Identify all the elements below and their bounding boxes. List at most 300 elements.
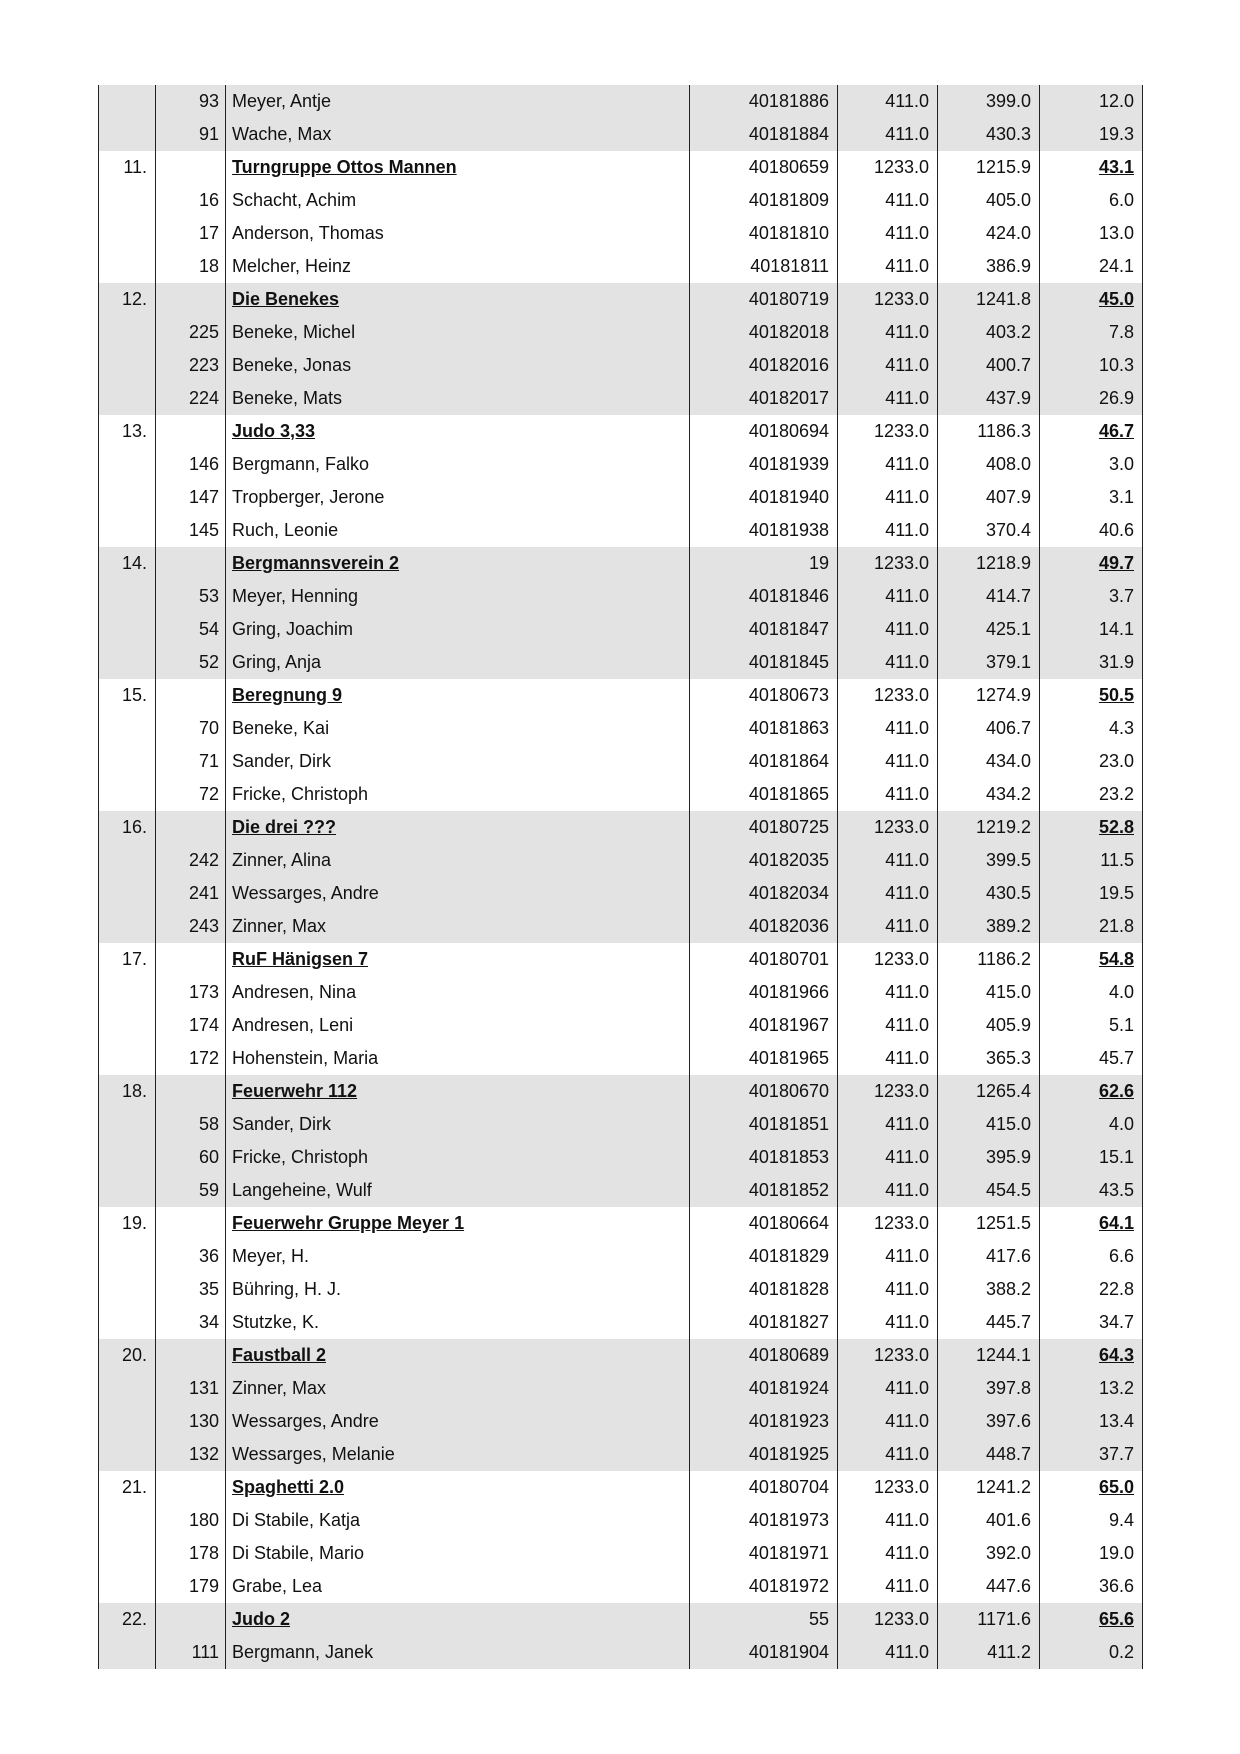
- actual-value-cell: 415.0: [938, 1108, 1040, 1141]
- member-row: [99, 976, 1143, 1009]
- difference-cell: 15.1: [1040, 1141, 1143, 1174]
- actual-value-cell: 401.6: [938, 1504, 1040, 1537]
- results-body: [99, 85, 1143, 1669]
- member-row: [99, 1009, 1143, 1042]
- actual-value-cell: 1186.2: [938, 943, 1040, 976]
- actual-value-cell: 414.7: [938, 580, 1040, 613]
- rank-cell: [99, 1636, 156, 1669]
- name-cell: Turngruppe Ottos Mannen: [226, 151, 690, 184]
- name-cell: Beneke, Kai: [226, 712, 690, 745]
- target-value-cell: 411.0: [838, 976, 938, 1009]
- name-cell: RuF Hänigsen 7: [226, 943, 690, 976]
- name-cell: Sander, Dirk: [226, 745, 690, 778]
- difference-cell: 37.7: [1040, 1438, 1143, 1471]
- start-number-cell: 54: [156, 613, 226, 646]
- member-row: [99, 646, 1143, 679]
- rank-cell: [99, 778, 156, 811]
- start-number-cell: [156, 811, 226, 844]
- difference-cell: 19.5: [1040, 877, 1143, 910]
- start-number-cell: [156, 283, 226, 316]
- member-row: [99, 1405, 1143, 1438]
- target-value-cell: 1233.0: [838, 415, 938, 448]
- member-row: [99, 1570, 1143, 1603]
- team-row: [99, 811, 1143, 844]
- difference-cell: 11.5: [1040, 844, 1143, 877]
- difference-cell: 6.0: [1040, 184, 1143, 217]
- results-table: [98, 85, 1143, 1669]
- name-cell: Spaghetti 2.0: [226, 1471, 690, 1504]
- name-cell: Feuerwehr Gruppe Meyer 1: [226, 1207, 690, 1240]
- difference-cell: 65.0: [1040, 1471, 1143, 1504]
- name-cell: Zinner, Max: [226, 910, 690, 943]
- start-number-cell: 242: [156, 844, 226, 877]
- difference-cell: 12.0: [1040, 85, 1143, 118]
- difference-cell: 3.0: [1040, 448, 1143, 481]
- difference-cell: 3.1: [1040, 481, 1143, 514]
- difference-cell: 13.4: [1040, 1405, 1143, 1438]
- team-row: [99, 1339, 1143, 1372]
- member-row: [99, 745, 1143, 778]
- start-number-cell: 35: [156, 1273, 226, 1306]
- actual-value-cell: 370.4: [938, 514, 1040, 547]
- start-number-cell: 70: [156, 712, 226, 745]
- rank-cell: [99, 184, 156, 217]
- id-cell: 40182018: [690, 316, 838, 349]
- start-number-cell: [156, 943, 226, 976]
- rank-cell: [99, 580, 156, 613]
- rank-cell: [99, 1009, 156, 1042]
- difference-cell: 13.2: [1040, 1372, 1143, 1405]
- actual-value-cell: 405.9: [938, 1009, 1040, 1042]
- target-value-cell: 411.0: [838, 349, 938, 382]
- rank-cell: [99, 976, 156, 1009]
- name-cell: Bergmann, Falko: [226, 448, 690, 481]
- difference-cell: 14.1: [1040, 613, 1143, 646]
- rank-cell: 17.: [99, 943, 156, 976]
- actual-value-cell: 1274.9: [938, 679, 1040, 712]
- difference-cell: 64.1: [1040, 1207, 1143, 1240]
- name-cell: Grabe, Lea: [226, 1570, 690, 1603]
- name-cell: Sander, Dirk: [226, 1108, 690, 1141]
- rank-cell: [99, 877, 156, 910]
- start-number-cell: 18: [156, 250, 226, 283]
- start-number-cell: 145: [156, 514, 226, 547]
- member-row: [99, 613, 1143, 646]
- actual-value-cell: 1241.2: [938, 1471, 1040, 1504]
- name-cell: Judo 2: [226, 1603, 690, 1636]
- start-number-cell: 224: [156, 382, 226, 415]
- target-value-cell: 411.0: [838, 778, 938, 811]
- rank-cell: [99, 1405, 156, 1438]
- rank-cell: 14.: [99, 547, 156, 580]
- id-cell: 40182016: [690, 349, 838, 382]
- rank-cell: [99, 217, 156, 250]
- actual-value-cell: 399.0: [938, 85, 1040, 118]
- name-cell: Beregnung 9: [226, 679, 690, 712]
- id-cell: 40180689: [690, 1339, 838, 1372]
- actual-value-cell: 445.7: [938, 1306, 1040, 1339]
- member-row: [99, 118, 1143, 151]
- member-row: [99, 712, 1143, 745]
- name-cell: Andresen, Leni: [226, 1009, 690, 1042]
- start-number-cell: 16: [156, 184, 226, 217]
- id-cell: 40181845: [690, 646, 838, 679]
- team-row: [99, 283, 1143, 316]
- difference-cell: 23.0: [1040, 745, 1143, 778]
- member-row: [99, 844, 1143, 877]
- target-value-cell: 1233.0: [838, 811, 938, 844]
- actual-value-cell: 448.7: [938, 1438, 1040, 1471]
- rank-cell: 11.: [99, 151, 156, 184]
- actual-value-cell: 1244.1: [938, 1339, 1040, 1372]
- target-value-cell: 1233.0: [838, 151, 938, 184]
- rank-cell: 21.: [99, 1471, 156, 1504]
- start-number-cell: 131: [156, 1372, 226, 1405]
- rank-cell: [99, 646, 156, 679]
- name-cell: Schacht, Achim: [226, 184, 690, 217]
- target-value-cell: 411.0: [838, 613, 938, 646]
- id-cell: 40181925: [690, 1438, 838, 1471]
- id-cell: 40181829: [690, 1240, 838, 1273]
- member-row: [99, 910, 1143, 943]
- name-cell: Feuerwehr 112: [226, 1075, 690, 1108]
- target-value-cell: 1233.0: [838, 943, 938, 976]
- name-cell: Meyer, Henning: [226, 580, 690, 613]
- target-value-cell: 411.0: [838, 1636, 938, 1669]
- start-number-cell: 147: [156, 481, 226, 514]
- rank-cell: [99, 349, 156, 382]
- rank-cell: [99, 85, 156, 118]
- target-value-cell: 1233.0: [838, 1603, 938, 1636]
- actual-value-cell: 1251.5: [938, 1207, 1040, 1240]
- start-number-cell: 60: [156, 1141, 226, 1174]
- actual-value-cell: 408.0: [938, 448, 1040, 481]
- target-value-cell: 1233.0: [838, 679, 938, 712]
- member-row: [99, 316, 1143, 349]
- difference-cell: 10.3: [1040, 349, 1143, 382]
- id-cell: 40181923: [690, 1405, 838, 1438]
- start-number-cell: [156, 679, 226, 712]
- id-cell: 40181863: [690, 712, 838, 745]
- difference-cell: 54.8: [1040, 943, 1143, 976]
- rank-cell: [99, 1504, 156, 1537]
- name-cell: Zinner, Alina: [226, 844, 690, 877]
- difference-cell: 21.8: [1040, 910, 1143, 943]
- start-number-cell: 52: [156, 646, 226, 679]
- target-value-cell: 1233.0: [838, 283, 938, 316]
- difference-cell: 45.7: [1040, 1042, 1143, 1075]
- target-value-cell: 411.0: [838, 646, 938, 679]
- start-number-cell: [156, 547, 226, 580]
- difference-cell: 13.0: [1040, 217, 1143, 250]
- difference-cell: 50.5: [1040, 679, 1143, 712]
- actual-value-cell: 406.7: [938, 712, 1040, 745]
- name-cell: Anderson, Thomas: [226, 217, 690, 250]
- start-number-cell: [156, 151, 226, 184]
- start-number-cell: 130: [156, 1405, 226, 1438]
- target-value-cell: 411.0: [838, 1108, 938, 1141]
- target-value-cell: 1233.0: [838, 1471, 938, 1504]
- target-value-cell: 411.0: [838, 184, 938, 217]
- start-number-cell: 178: [156, 1537, 226, 1570]
- difference-cell: 6.6: [1040, 1240, 1143, 1273]
- rank-cell: 13.: [99, 415, 156, 448]
- rank-cell: [99, 1108, 156, 1141]
- actual-value-cell: 1241.8: [938, 283, 1040, 316]
- start-number-cell: 111: [156, 1636, 226, 1669]
- target-value-cell: 411.0: [838, 1405, 938, 1438]
- id-cell: 40181967: [690, 1009, 838, 1042]
- start-number-cell: 146: [156, 448, 226, 481]
- target-value-cell: 411.0: [838, 1438, 938, 1471]
- target-value-cell: 411.0: [838, 877, 938, 910]
- rank-cell: [99, 844, 156, 877]
- member-row: [99, 382, 1143, 415]
- target-value-cell: 411.0: [838, 1537, 938, 1570]
- difference-cell: 4.0: [1040, 1108, 1143, 1141]
- member-row: [99, 481, 1143, 514]
- rank-cell: 20.: [99, 1339, 156, 1372]
- actual-value-cell: 454.5: [938, 1174, 1040, 1207]
- team-row: [99, 547, 1143, 580]
- member-row: [99, 1504, 1143, 1537]
- actual-value-cell: 437.9: [938, 382, 1040, 415]
- id-cell: 40181924: [690, 1372, 838, 1405]
- member-row: [99, 514, 1143, 547]
- start-number-cell: 93: [156, 85, 226, 118]
- member-row: [99, 877, 1143, 910]
- target-value-cell: 411.0: [838, 1372, 938, 1405]
- rank-cell: [99, 250, 156, 283]
- rank-cell: [99, 1042, 156, 1075]
- rank-cell: [99, 1240, 156, 1273]
- team-row: [99, 1207, 1143, 1240]
- id-cell: 40182035: [690, 844, 838, 877]
- actual-value-cell: 405.0: [938, 184, 1040, 217]
- start-number-cell: [156, 1339, 226, 1372]
- rank-cell: [99, 382, 156, 415]
- member-row: [99, 184, 1143, 217]
- id-cell: 40181971: [690, 1537, 838, 1570]
- difference-cell: 40.6: [1040, 514, 1143, 547]
- target-value-cell: 411.0: [838, 382, 938, 415]
- name-cell: Wessarges, Andre: [226, 1405, 690, 1438]
- difference-cell: 36.6: [1040, 1570, 1143, 1603]
- difference-cell: 5.1: [1040, 1009, 1143, 1042]
- name-cell: Faustball 2: [226, 1339, 690, 1372]
- difference-cell: 49.7: [1040, 547, 1143, 580]
- difference-cell: 0.2: [1040, 1636, 1143, 1669]
- difference-cell: 43.5: [1040, 1174, 1143, 1207]
- actual-value-cell: 447.6: [938, 1570, 1040, 1603]
- id-cell: 40180719: [690, 283, 838, 316]
- rank-cell: [99, 514, 156, 547]
- id-cell: 40181847: [690, 613, 838, 646]
- id-cell: 40181811: [690, 250, 838, 283]
- actual-value-cell: 392.0: [938, 1537, 1040, 1570]
- start-number-cell: [156, 1075, 226, 1108]
- rank-cell: [99, 1537, 156, 1570]
- rank-cell: [99, 1372, 156, 1405]
- name-cell: Die drei ???: [226, 811, 690, 844]
- rank-cell: [99, 1570, 156, 1603]
- actual-value-cell: 389.2: [938, 910, 1040, 943]
- actual-value-cell: 434.0: [938, 745, 1040, 778]
- name-cell: Beneke, Michel: [226, 316, 690, 349]
- id-cell: 40181828: [690, 1273, 838, 1306]
- start-number-cell: 179: [156, 1570, 226, 1603]
- target-value-cell: 411.0: [838, 1141, 938, 1174]
- id-cell: 40182017: [690, 382, 838, 415]
- member-row: [99, 1108, 1143, 1141]
- actual-value-cell: 424.0: [938, 217, 1040, 250]
- target-value-cell: 411.0: [838, 712, 938, 745]
- id-cell: 40181851: [690, 1108, 838, 1141]
- target-value-cell: 1233.0: [838, 1339, 938, 1372]
- id-cell: 40182036: [690, 910, 838, 943]
- actual-value-cell: 1186.3: [938, 415, 1040, 448]
- difference-cell: 34.7: [1040, 1306, 1143, 1339]
- id-cell: 40181965: [690, 1042, 838, 1075]
- difference-cell: 24.1: [1040, 250, 1143, 283]
- member-row: [99, 1438, 1143, 1471]
- target-value-cell: 411.0: [838, 745, 938, 778]
- name-cell: Bergmannsverein 2: [226, 547, 690, 580]
- difference-cell: 22.8: [1040, 1273, 1143, 1306]
- difference-cell: 26.9: [1040, 382, 1143, 415]
- actual-value-cell: 417.6: [938, 1240, 1040, 1273]
- name-cell: Stutzke, K.: [226, 1306, 690, 1339]
- target-value-cell: 411.0: [838, 1009, 938, 1042]
- difference-cell: 4.0: [1040, 976, 1143, 1009]
- id-cell: 40180659: [690, 151, 838, 184]
- rank-cell: [99, 1273, 156, 1306]
- rank-cell: 16.: [99, 811, 156, 844]
- start-number-cell: 180: [156, 1504, 226, 1537]
- name-cell: Wessarges, Melanie: [226, 1438, 690, 1471]
- start-number-cell: 72: [156, 778, 226, 811]
- start-number-cell: 17: [156, 217, 226, 250]
- id-cell: 40181886: [690, 85, 838, 118]
- id-cell: 40181809: [690, 184, 838, 217]
- target-value-cell: 411.0: [838, 1240, 938, 1273]
- id-cell: 40181966: [690, 976, 838, 1009]
- team-row: [99, 151, 1143, 184]
- start-number-cell: 59: [156, 1174, 226, 1207]
- name-cell: Meyer, Antje: [226, 85, 690, 118]
- difference-cell: 9.4: [1040, 1504, 1143, 1537]
- target-value-cell: 411.0: [838, 910, 938, 943]
- rank-cell: [99, 910, 156, 943]
- difference-cell: 52.8: [1040, 811, 1143, 844]
- id-cell: 40181973: [690, 1504, 838, 1537]
- rank-cell: 19.: [99, 1207, 156, 1240]
- member-row: [99, 349, 1143, 382]
- target-value-cell: 411.0: [838, 316, 938, 349]
- start-number-cell: [156, 415, 226, 448]
- name-cell: Fricke, Christoph: [226, 778, 690, 811]
- id-cell: 40180704: [690, 1471, 838, 1504]
- difference-cell: 19.0: [1040, 1537, 1143, 1570]
- actual-value-cell: 379.1: [938, 646, 1040, 679]
- id-cell: 40180701: [690, 943, 838, 976]
- actual-value-cell: 1218.9: [938, 547, 1040, 580]
- name-cell: Wessarges, Andre: [226, 877, 690, 910]
- rank-cell: [99, 316, 156, 349]
- target-value-cell: 411.0: [838, 250, 938, 283]
- target-value-cell: 411.0: [838, 118, 938, 151]
- name-cell: Zinner, Max: [226, 1372, 690, 1405]
- id-cell: 40181864: [690, 745, 838, 778]
- id-cell: 40181853: [690, 1141, 838, 1174]
- name-cell: Bergmann, Janek: [226, 1636, 690, 1669]
- start-number-cell: 225: [156, 316, 226, 349]
- target-value-cell: 411.0: [838, 448, 938, 481]
- target-value-cell: 411.0: [838, 1504, 938, 1537]
- id-cell: 40181904: [690, 1636, 838, 1669]
- member-row: [99, 1141, 1143, 1174]
- name-cell: Judo 3,33: [226, 415, 690, 448]
- team-row: [99, 679, 1143, 712]
- name-cell: Die Benekes: [226, 283, 690, 316]
- start-number-cell: 58: [156, 1108, 226, 1141]
- member-row: [99, 85, 1143, 118]
- member-row: [99, 1174, 1143, 1207]
- id-cell: 40180670: [690, 1075, 838, 1108]
- start-number-cell: [156, 1603, 226, 1636]
- team-row: [99, 1603, 1143, 1636]
- name-cell: Tropberger, Jerone: [226, 481, 690, 514]
- difference-cell: 43.1: [1040, 151, 1143, 184]
- start-number-cell: 132: [156, 1438, 226, 1471]
- member-row: [99, 448, 1143, 481]
- member-row: [99, 1273, 1143, 1306]
- team-row: [99, 1075, 1143, 1108]
- id-cell: 40180673: [690, 679, 838, 712]
- id-cell: 40181884: [690, 118, 838, 151]
- target-value-cell: 411.0: [838, 1174, 938, 1207]
- actual-value-cell: 388.2: [938, 1273, 1040, 1306]
- actual-value-cell: 434.2: [938, 778, 1040, 811]
- member-row: [99, 1240, 1143, 1273]
- member-row: [99, 1537, 1143, 1570]
- id-cell: 40181940: [690, 481, 838, 514]
- rank-cell: [99, 448, 156, 481]
- id-cell: 40181865: [690, 778, 838, 811]
- target-value-cell: 411.0: [838, 481, 938, 514]
- member-row: [99, 217, 1143, 250]
- id-cell: 40181846: [690, 580, 838, 613]
- target-value-cell: 411.0: [838, 1042, 938, 1075]
- team-row: [99, 415, 1143, 448]
- member-row: [99, 1636, 1143, 1669]
- start-number-cell: 71: [156, 745, 226, 778]
- actual-value-cell: 1171.6: [938, 1603, 1040, 1636]
- start-number-cell: 36: [156, 1240, 226, 1273]
- rank-cell: [99, 1306, 156, 1339]
- actual-value-cell: 411.2: [938, 1636, 1040, 1669]
- id-cell: 40181938: [690, 514, 838, 547]
- rank-cell: [99, 712, 156, 745]
- id-cell: 40181810: [690, 217, 838, 250]
- id-cell: 40181852: [690, 1174, 838, 1207]
- name-cell: Bühring, H. J.: [226, 1273, 690, 1306]
- id-cell: 19: [690, 547, 838, 580]
- member-row: [99, 250, 1143, 283]
- actual-value-cell: 430.3: [938, 118, 1040, 151]
- rank-cell: [99, 1438, 156, 1471]
- start-number-cell: 174: [156, 1009, 226, 1042]
